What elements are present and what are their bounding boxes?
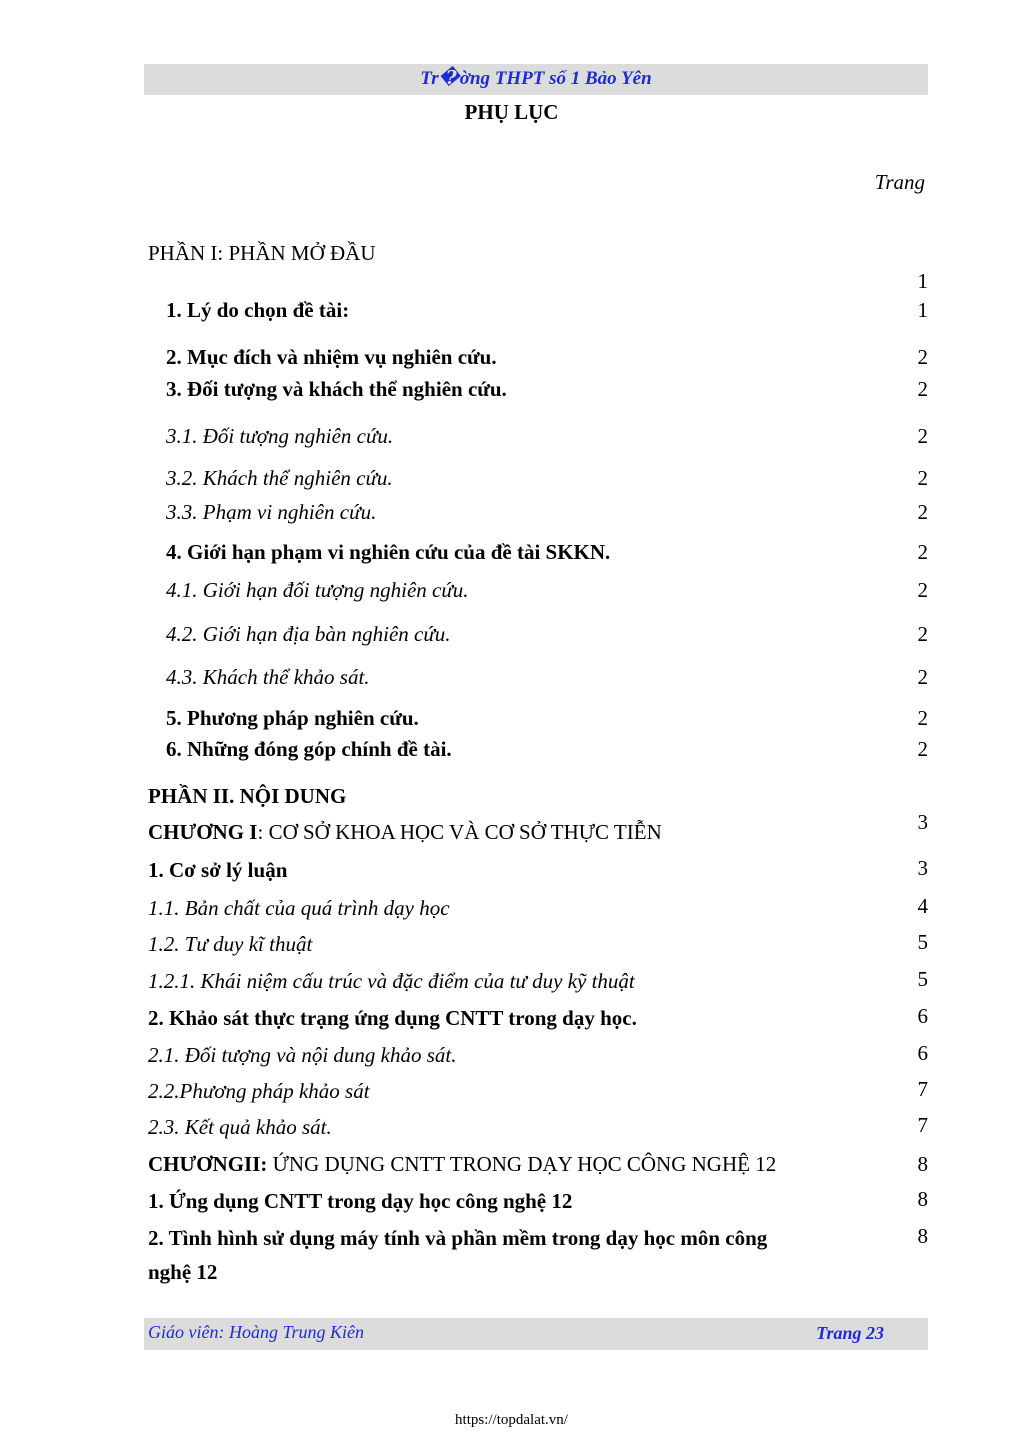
toc-entry: [166, 463, 928, 493]
toc-entry-text: 2.3. Kết quả khảo sát.: [148, 1115, 332, 1139]
toc-entry-text: PHẦN II. NỘI DUNG: [148, 784, 347, 808]
page-column-label: Trang: [874, 170, 925, 194]
page-title: PHỤ LỤC: [464, 100, 559, 124]
toc-entry-text: 6. Những đóng góp chính đề tài.: [166, 737, 452, 761]
toc-entry: [166, 421, 928, 451]
toc-entry-text: 1.2.1. Khái niệm cấu trúc và đặc điểm của tư duy kỹ thuật: [148, 969, 635, 993]
toc-entry-text: 2.2.Phương pháp khảo sát: [148, 1079, 370, 1103]
chapter-title: : CƠ SỞ KHOA HỌC VÀ CƠ SỞ THỰC TIỄN: [257, 820, 662, 844]
source-url: https://topdalat.vn/: [455, 1412, 568, 1428]
toc-entry-page: 1: [917, 298, 928, 322]
teacher-name: Giáo viên: Hoàng Trung Kiên: [148, 1322, 364, 1342]
toc-entry-text: 3.1. Đối tượng nghiên cứu.: [166, 424, 394, 448]
toc-entry-text: 5. Phương pháp nghiên cứu.: [166, 706, 419, 730]
toc-entry-page: 2: [917, 622, 928, 646]
toc-entry-text: 4. Giới hạn phạm vi nghiên cứu của đề tài SKKN.: [166, 540, 611, 564]
page-header-band: [144, 64, 928, 95]
toc-entry-page: 2: [917, 424, 928, 448]
toc-entry: [166, 662, 928, 692]
toc-entry-text: 2.1. Đối tượng và nội dung khảo sát.: [148, 1043, 457, 1067]
toc-entry-page: 3: [917, 810, 928, 834]
chapter-label: CHƯƠNG I: [148, 820, 258, 844]
toc-entry: [166, 537, 928, 567]
school-name: Tr�ờng THPT số 1 Bảo Yên: [420, 68, 652, 89]
chapter-title: ỨNG DỤNG CNTT TRONG DẠY HỌC CÔNG NGHỆ 12: [267, 1152, 777, 1176]
page-footer-band: [144, 1318, 928, 1350]
toc-entry: [148, 1186, 928, 1216]
toc-entry-text: PHẦN I: PHẦN MỞ ĐẦU: [148, 241, 376, 265]
toc-entry-page: 2: [917, 737, 928, 761]
toc-entry-text: 4.2. Giới hạn địa bàn nghiên cứu.: [166, 622, 451, 646]
toc-entry: [166, 295, 928, 325]
toc-entry: [166, 497, 928, 527]
toc-entry: [166, 734, 928, 764]
toc-entry: [166, 619, 928, 649]
toc-entry-text: 2. Tình hình sử dụng máy tính và phần mềm trong dạy học môn công: [148, 1226, 768, 1250]
chapter-label: CHƯƠNGII:: [148, 1152, 268, 1176]
toc-entry-page: 2: [917, 665, 928, 689]
toc-entry-page: 4: [917, 894, 928, 918]
toc-entry-text: 4.3. Khách thể khảo sát.: [166, 665, 370, 689]
toc-entry-text: 4.1. Giới hạn đối tượng nghiên cứu.: [166, 578, 469, 602]
toc-entry-page: 2: [917, 540, 928, 564]
toc-entry: [148, 1223, 928, 1287]
toc-entry: [166, 575, 928, 605]
toc-entry-page: 2: [917, 345, 928, 369]
toc-entry-page: 2: [917, 377, 928, 401]
toc-entry-page: 7: [917, 1077, 928, 1101]
toc-entry: [148, 238, 928, 293]
toc-entry-page: 1: [917, 269, 928, 293]
toc-entry: [166, 342, 928, 372]
toc-entry: [148, 1040, 928, 1070]
toc-entry: [148, 893, 928, 923]
toc-entry-text: 1. Lý do chọn đề tài:: [166, 298, 350, 322]
toc-entry-text: 1. Ứng dụng CNTT trong dạy học công nghệ 12: [148, 1189, 573, 1213]
toc-entry-page: 2: [917, 500, 928, 524]
toc-entry-page: 2: [917, 706, 928, 730]
toc-entry-page: 8: [917, 1152, 928, 1176]
toc-entry-page: 2: [917, 578, 928, 602]
toc-entry: [148, 966, 928, 996]
toc-entry-page: 7: [917, 1113, 928, 1137]
toc-entry-text: [148, 817, 662, 847]
toc-entry-page: 6: [917, 1004, 928, 1028]
toc-entry-page: 5: [917, 967, 928, 991]
toc-section-heading: [148, 781, 928, 811]
toc-entry-page: 6: [917, 1041, 928, 1065]
toc-entry: [148, 1112, 928, 1142]
toc-entry-page: 8: [917, 1187, 928, 1211]
toc-entry-text: 3. Đối tượng và khách thể nghiên cứu.: [166, 377, 507, 401]
toc-entry: [148, 929, 928, 959]
toc-entry-text: 1.1. Bản chất của quá trình dạy học: [148, 896, 450, 920]
page-number: Trang 23: [816, 1323, 884, 1343]
toc-entry-text-line2: nghệ 12: [148, 1260, 218, 1284]
toc-entry: [148, 1076, 928, 1106]
toc-entry-page: 5: [917, 930, 928, 954]
toc-entry-text: [148, 1149, 776, 1179]
toc-entry: [166, 374, 928, 404]
toc-entry-text: 1.2. Tư duy kĩ thuật: [148, 932, 313, 956]
toc-entry-text: 2. Khảo sát thực trạng ứng dụng CNTT trong dạy học.: [148, 1006, 637, 1030]
toc-entry-text: 1. Cơ sở lý luận: [148, 858, 288, 882]
toc-entry: [166, 703, 928, 733]
toc-entry-page: 3: [917, 856, 928, 880]
toc-entry-text: 2. Mục đích và nhiệm vụ nghiên cứu.: [166, 345, 497, 369]
toc-entry: [148, 855, 928, 885]
toc-entry-text: 3.3. Phạm vi nghiên cứu.: [166, 500, 377, 524]
toc-entry-page: 8: [917, 1224, 928, 1248]
toc-entry-page: 2: [917, 466, 928, 490]
toc-entry-text: 3.2. Khách thể nghiên cứu.: [166, 466, 393, 490]
toc-entry: [148, 810, 928, 847]
toc-entry: [148, 1149, 928, 1179]
toc-entry: [148, 1003, 928, 1033]
